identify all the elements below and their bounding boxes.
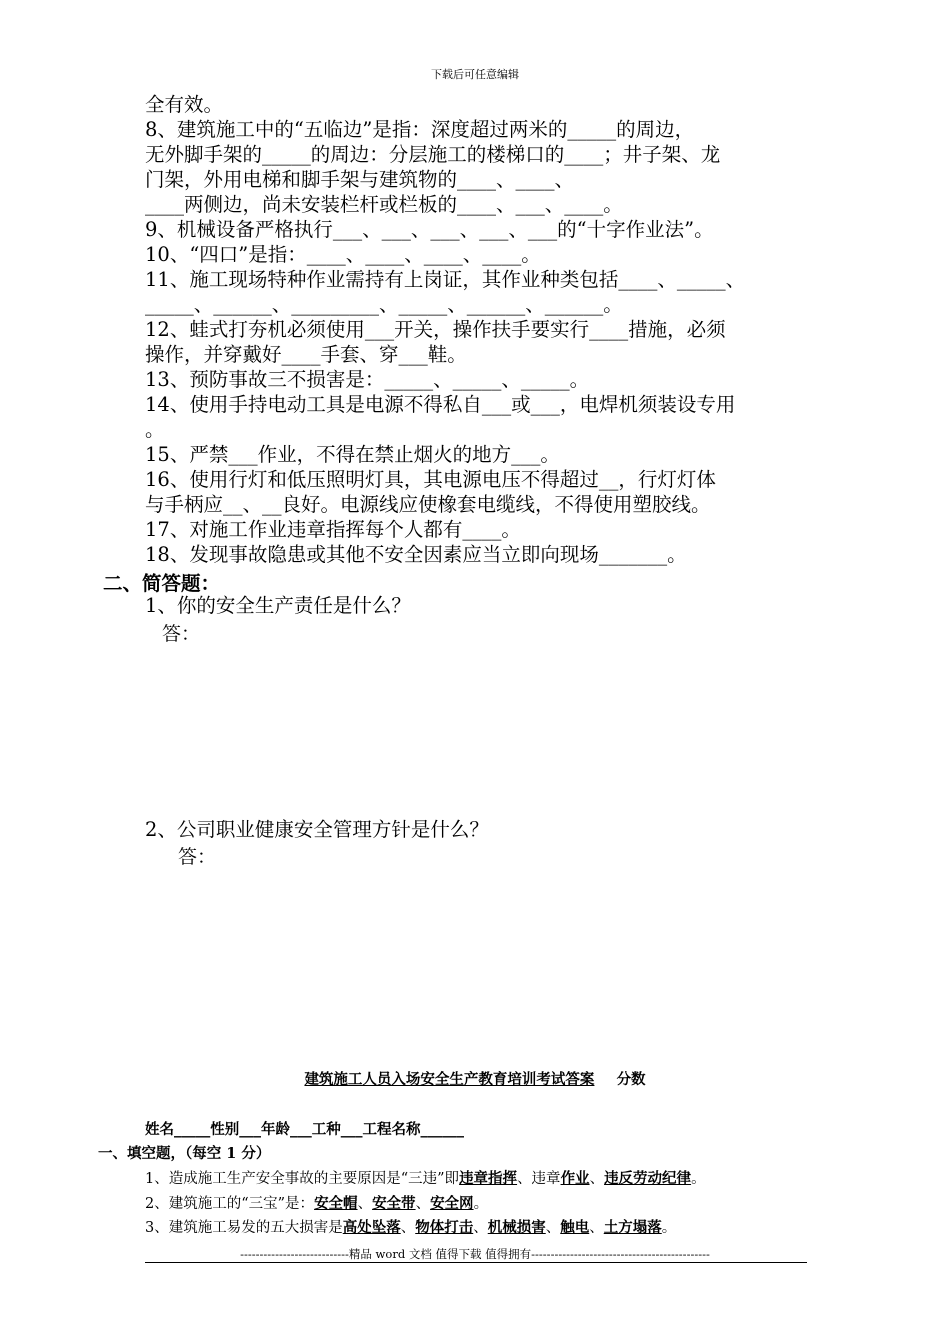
answer-text: 2、建筑施工的“三宝”是： xyxy=(145,1196,315,1212)
answer-line-2 xyxy=(145,1192,488,1213)
answer-key: 违章指挥 xyxy=(459,1170,518,1187)
answer-key: 高处坠落 xyxy=(342,1219,401,1236)
answer-key: 违反劳动纪律 xyxy=(604,1170,692,1187)
answer-text: 、 xyxy=(415,1196,431,1212)
info-line: 姓名_____性别___年龄___工种___工程名称______ xyxy=(145,1121,464,1138)
question-9-line: 9、机械设备严格执行___、___、___、___、___的“十字作业法”。 xyxy=(145,218,714,241)
answer-text: 。 xyxy=(691,1171,706,1187)
answer-key: 作业 xyxy=(560,1170,590,1187)
question-12-line: 操作，并穿戴好____手套、穿___鞋。 xyxy=(145,343,467,366)
footer-rule xyxy=(145,1262,807,1263)
answer-text: 1、造成施工生产安全事故的主要原因是“三违”即 xyxy=(145,1171,460,1187)
question-16-line: 与手柄应__、__良好。电源线应使橡套电缆线，不得使用塑胶线。 xyxy=(145,493,711,516)
answer-sheet-title xyxy=(0,1068,950,1089)
score-label: 分数 xyxy=(616,1071,646,1088)
question-17-line: 17、对施工作业违章指挥每个人都有____。 xyxy=(145,518,521,541)
question-12-line: 12、蛙式打夯机必须使用___开关，操作扶手要实行____措施，必须 xyxy=(145,318,726,341)
question-13-line: 13、预防事故三不损害是：_____、_____、_____。 xyxy=(145,368,590,391)
answer-text: 、 xyxy=(589,1220,604,1236)
question-8-line: 8、建筑施工中的“五临边”是指：深度超过两米的_____的周边， xyxy=(145,118,695,141)
question-8-line: 门架，外用电梯和脚手架与建筑物的____、____、 xyxy=(145,168,575,191)
answer-line-3 xyxy=(145,1216,676,1237)
answer-text: 。 xyxy=(473,1196,489,1212)
page-header: 下载后可任意编辑 xyxy=(431,68,519,81)
answer-key: 安全帽 xyxy=(314,1195,358,1212)
answer-text: 、 xyxy=(589,1171,605,1187)
question-15-line: 15、严禁___作业，不得在禁止烟火的地方___。 xyxy=(145,443,560,466)
answer-key: 安全网 xyxy=(430,1195,474,1212)
answer-key: 物体打击 xyxy=(415,1219,474,1236)
page-footer: ----------------------------精品 word 文档 值得下载 值得拥有---------------------------------------------- xyxy=(240,1247,710,1261)
answer-text: 3、建筑施工易发的五大损害是 xyxy=(145,1220,343,1236)
question-11-line: _____、______、_________、_____、______、______。 xyxy=(145,293,623,316)
answer-text: 、 xyxy=(400,1220,416,1236)
question-8-line: 无外脚手架的_____的周边：分层施工的楼梯口的____；井子架、龙 xyxy=(145,143,721,166)
question-18-line: 18、发现事故隐患或其他不安全因素应当立即向现场_______。 xyxy=(145,543,687,566)
answer-text: 。 xyxy=(661,1220,677,1236)
answer-text: 、 xyxy=(357,1196,373,1212)
question-11-line: 11、施工现场特种作业需持有上岗证，其作业种类包括____、_____、 xyxy=(145,268,746,291)
question-8-line: ____两侧边，尚未安装栏杆或栏板的____、___、____。 xyxy=(145,193,623,216)
section-heading-fill-in: 一、填空题，（每空 1 分） xyxy=(98,1145,271,1162)
question-10-line: 10、“四口”是指：____、____、____、____。 xyxy=(145,243,541,266)
answer-line-1 xyxy=(145,1167,706,1188)
answer-key: 安全带 xyxy=(372,1195,416,1212)
answer-key: 机械损害 xyxy=(487,1219,546,1236)
question-14-line: 。 xyxy=(145,418,165,441)
short-answer-question-1: 1、你的安全生产责任是什么？ xyxy=(145,594,411,617)
answer-text: 、违章 xyxy=(517,1171,561,1187)
answer-label-2: 答： xyxy=(178,846,217,868)
answer-title-text: 建筑施工人员入场安全生产教育培训考试答案 xyxy=(304,1071,595,1088)
question-line: 全有效。 xyxy=(145,93,224,116)
section-heading-short-answer: 二、简答题： xyxy=(103,572,221,595)
answer-text: 、 xyxy=(473,1220,488,1236)
short-answer-question-2: 2、公司职业健康安全管理方针是什么？ xyxy=(145,818,489,841)
question-14-line: 14、使用手持电动工具是电源不得私自___或___，电焊机须装设专用 xyxy=(145,393,736,416)
answer-key: 土方塌落 xyxy=(603,1219,662,1236)
question-16-line: 16、使用行灯和低压照明灯具，其电源电压不得超过__，行灯灯体 xyxy=(145,468,716,491)
answer-text: 、 xyxy=(545,1220,561,1236)
answer-label-1: 答： xyxy=(162,623,201,645)
answer-key: 触电 xyxy=(560,1219,590,1236)
